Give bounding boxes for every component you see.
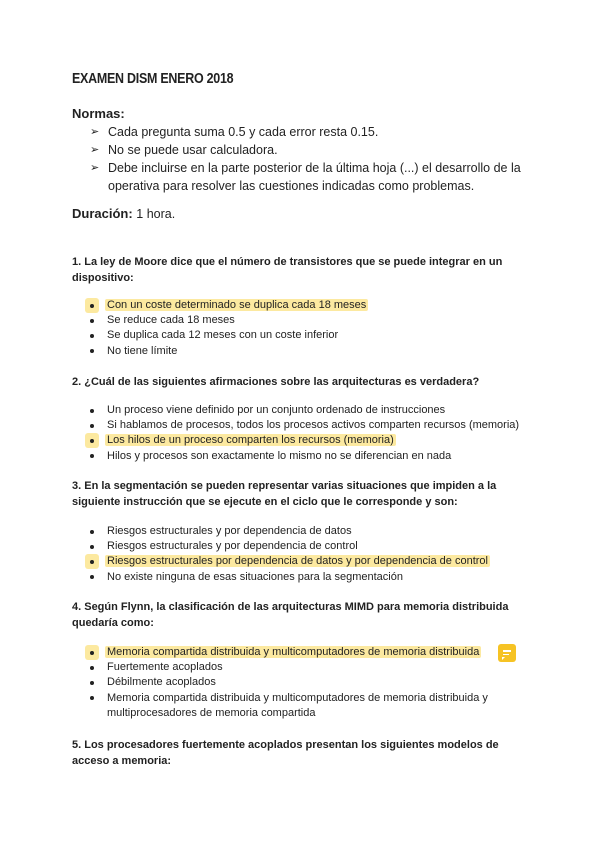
comment-tail	[502, 657, 505, 660]
option[interactable]: Riesgos estructurales y por dependencia de control	[88, 539, 538, 554]
question-5: 5. Los procesadores fuertemente acoplados presentan los siguientes modelos de acceso a memoria:	[72, 739, 499, 767]
duracion-line	[72, 206, 175, 221]
bullet-icon	[90, 696, 94, 700]
option[interactable]: Fuertemente acoplados	[88, 660, 538, 675]
normas-item-text: Cada pregunta suma 0.5 y cada error resta 0.15.	[108, 125, 379, 139]
duracion-value: 1 hora.	[136, 207, 176, 221]
option-highlighted[interactable]: Memoria compartida distribuida y multicomputadores de memoria distribuida	[88, 645, 538, 660]
normas-heading: Normas:	[72, 106, 125, 121]
normas-item-text: Debe incluirse en la parte posterior de la última hoja (...) el desarrollo de la operativa para resolver las cuestiones indicadas como problemas.	[108, 161, 521, 193]
bullet-icon	[90, 409, 94, 413]
bullet-icon	[90, 545, 94, 549]
bullet-icon	[90, 575, 94, 579]
bullet-icon	[90, 304, 94, 308]
question-1-options	[88, 298, 538, 359]
option[interactable]: Si hablamos de procesos, todos los procesos activos comparten recursos (memoria)	[88, 418, 538, 433]
bullet-icon	[90, 319, 94, 323]
option[interactable]: Un proceso viene definido por un conjunto ordenado de instrucciones	[88, 403, 538, 418]
bullet-icon	[90, 651, 94, 655]
arrow-bullet-icon: ➢	[90, 162, 100, 174]
normas-item	[90, 123, 550, 141]
option[interactable]: No existe ninguna de esas situaciones para la segmentación	[88, 570, 538, 585]
comment-line	[503, 650, 511, 652]
bullet-icon	[90, 439, 94, 443]
question-2: 2. ¿Cuál de las siguientes afirmaciones sobre las arquitecturas es verdadera?	[72, 376, 480, 388]
option-highlighted[interactable]: Con un coste determinado se duplica cada 18 meses	[88, 298, 538, 313]
normas-item	[90, 141, 550, 159]
bullet-icon	[90, 666, 94, 670]
option-highlighted[interactable]: Riesgos estructurales por dependencia de datos y por dependencia de control	[88, 554, 538, 569]
option[interactable]: No tiene límite	[88, 344, 538, 359]
question-3: 3. En la segmentación se pueden representar varias situaciones que impiden a la siguiente instrucción que se ejecute en el ciclo que le corresponde y son:	[72, 480, 497, 508]
normas-item-text: No se puede usar calculadora.	[108, 143, 278, 157]
bullet-icon	[90, 560, 94, 564]
duracion-label: Duración:	[72, 206, 133, 221]
bullet-icon	[90, 454, 94, 458]
question-3-options	[88, 524, 538, 585]
question-2-options	[88, 403, 538, 464]
bullet-icon	[90, 530, 94, 534]
normas-list	[90, 123, 550, 195]
option[interactable]: Memoria compartida distribuida y multicomputadores de memoria distribuida y multiprocesadores de memoria compartida	[88, 691, 538, 721]
bullet-icon	[90, 681, 94, 685]
bullet-icon	[90, 349, 94, 353]
comment-line	[503, 654, 509, 656]
normas-item	[90, 159, 550, 195]
question-4: 4. Según Flynn, la clasificación de las arquitecturas MIMD para memoria distribuida quedaría como:	[72, 601, 509, 629]
question-4-options	[88, 645, 538, 721]
arrow-bullet-icon: ➢	[90, 144, 100, 156]
document-title: EXAMEN DISM ENERO 2018	[72, 71, 234, 87]
option[interactable]: Riesgos estructurales y por dependencia de datos	[88, 524, 538, 539]
question-1: 1. La ley de Moore dice que el número de transistores que se puede integrar en un dispositivo:	[72, 256, 503, 284]
option[interactable]: Hilos y procesos son exactamente lo mismo no se diferencian en nada	[88, 449, 538, 464]
option[interactable]: Se reduce cada 18 meses	[88, 313, 538, 328]
bullet-icon	[90, 334, 94, 338]
bullet-icon	[90, 424, 94, 428]
option[interactable]: Se duplica cada 12 meses con un coste inferior	[88, 328, 538, 343]
comment-icon[interactable]	[498, 644, 516, 662]
arrow-bullet-icon: ➢	[90, 126, 100, 138]
option-highlighted[interactable]: Los hilos de un proceso comparten los recursos (memoria)	[88, 433, 538, 448]
option[interactable]: Débilmente acoplados	[88, 675, 538, 690]
